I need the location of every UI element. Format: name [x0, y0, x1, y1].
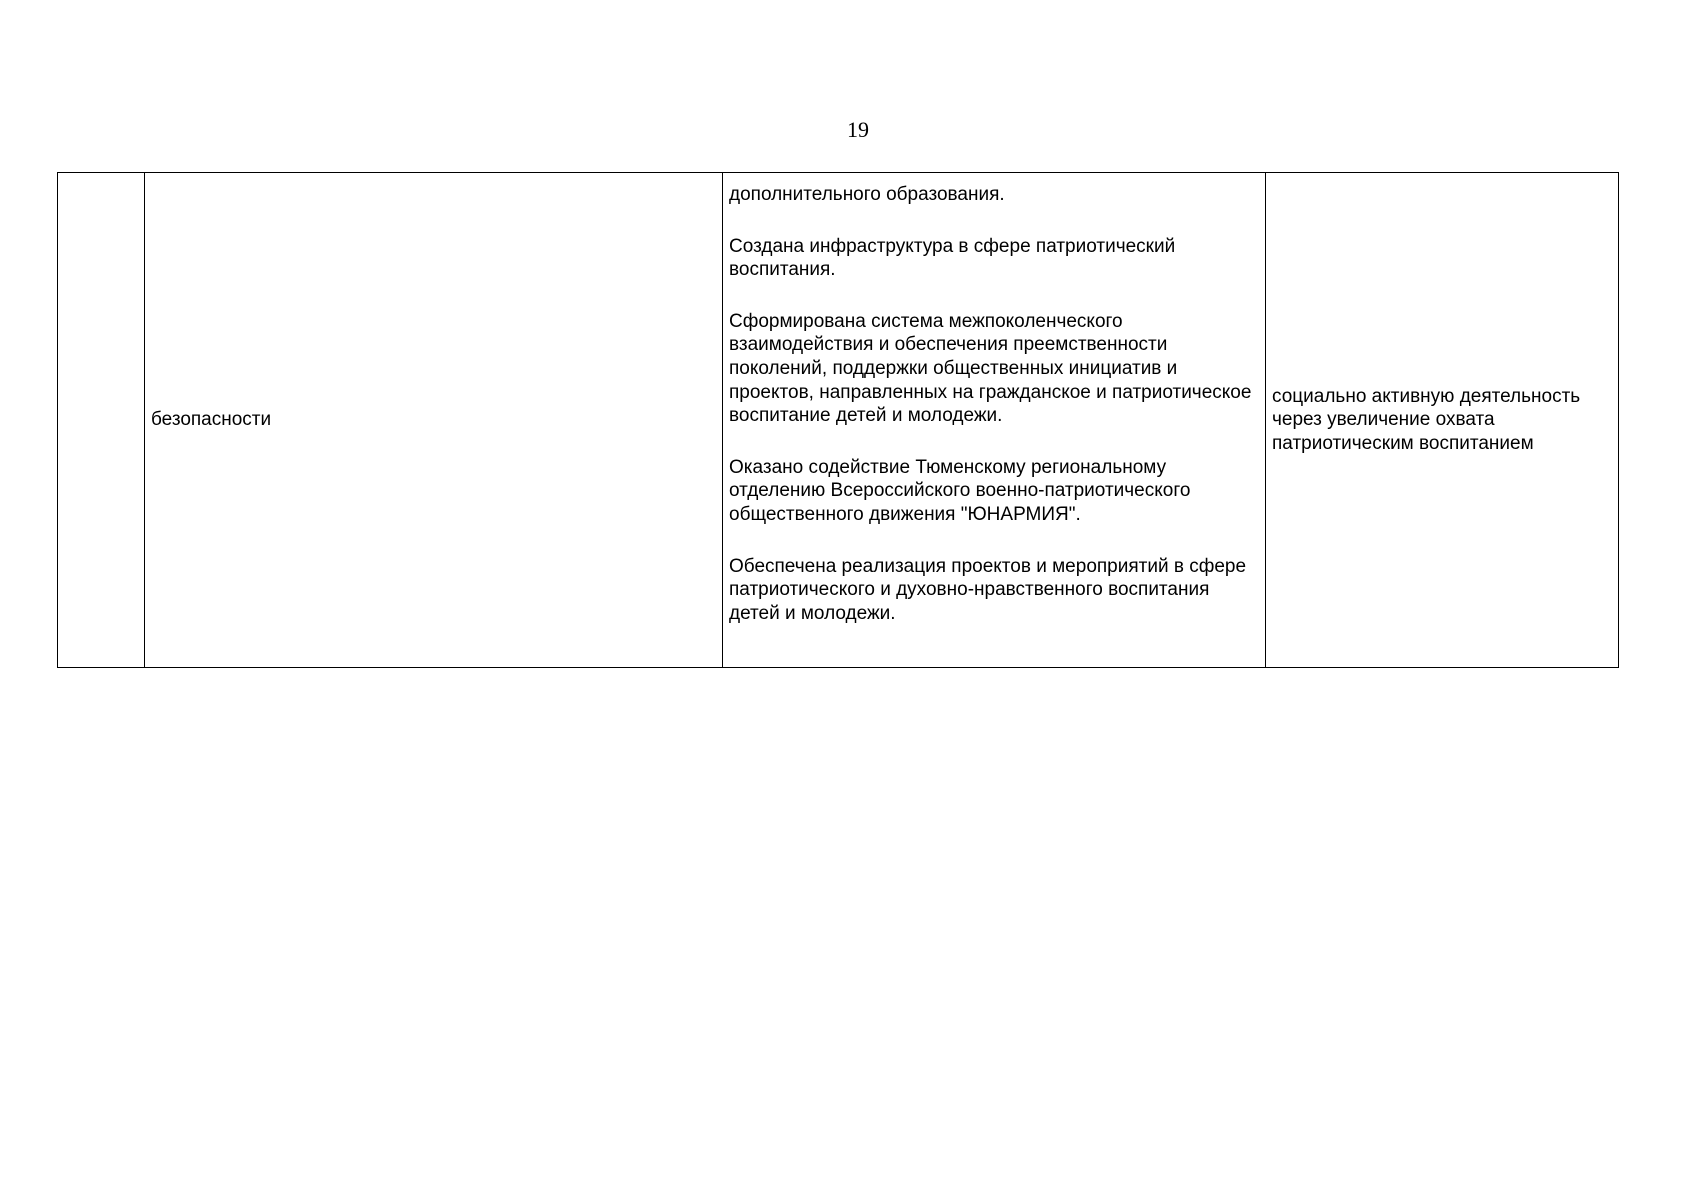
table-row: [58, 173, 1619, 668]
table-cell-results: [723, 173, 1266, 668]
table-cell-topic: безопасности: [145, 173, 723, 668]
page-number: 19: [847, 117, 869, 142]
result-paragraph: Оказано содействие Тюменскому региональному отделению Всероссийского военно-патриотического общественного движения "ЮНАРМИЯ".: [729, 456, 1191, 525]
result-paragraph: Сформирована система межпоколенческого взаимодействия и обеспечения преемственности поколений, поддержки общественных инициатив и проектов, направленных на гражданское и патриотическое воспитание детей и молодежи.: [729, 310, 1252, 427]
document-table: [57, 172, 1619, 668]
table-cell-number: [58, 173, 145, 668]
table-cell-goal: социально активную деятельность через увеличение охвата патриотическим воспитанием: [1266, 173, 1619, 668]
result-paragraph: Создана инфраструктура в сфере патриотический воспитания.: [729, 235, 1176, 281]
result-paragraph: дополнительного образования.: [729, 184, 1005, 205]
result-paragraph: Обеспечена реализация проектов и мероприятий в сфере патриотического и духовно-нравственного воспитания детей и молодежи.: [729, 555, 1247, 624]
